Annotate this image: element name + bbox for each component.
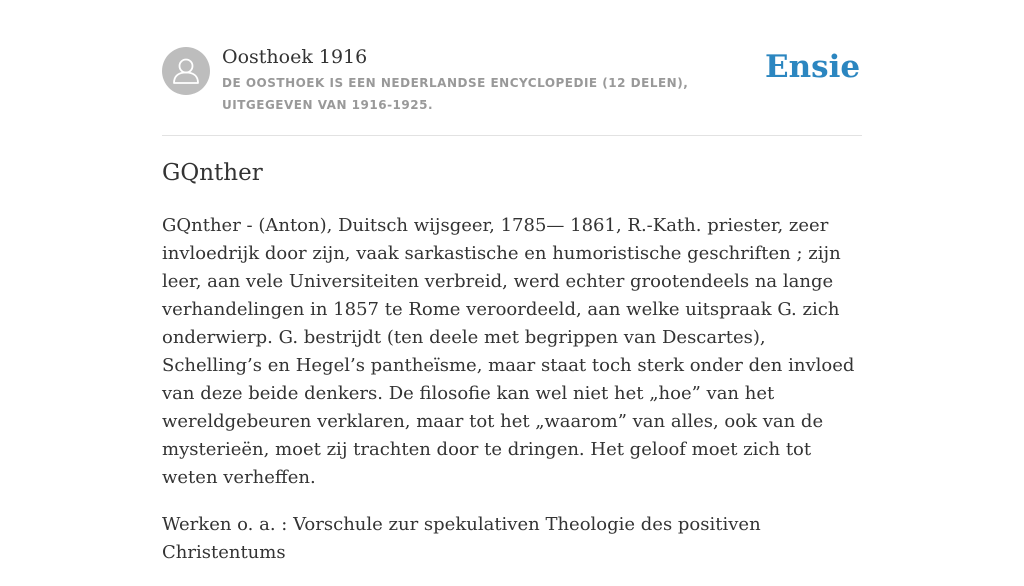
user-icon bbox=[162, 47, 210, 95]
source-description: DE OOSTHOEK IS EEN NEDERLANDSE ENCYCLOPEDIE (12 DELEN), UITGEGEVEN VAN 1916-1925. bbox=[222, 76, 689, 112]
ensie-logo[interactable]: Ensie bbox=[765, 49, 861, 85]
article-body bbox=[162, 212, 862, 586]
source-header bbox=[162, 46, 862, 116]
source-avatar[interactable] bbox=[162, 47, 210, 95]
article-title: GQnther bbox=[162, 160, 263, 186]
source-name[interactable]: Oosthoek 1916 bbox=[222, 46, 368, 68]
header-divider bbox=[162, 135, 862, 136]
article-paragraph: GQnther - (Anton), Duitsch wijsgeer, 1785— 1861, R.-Kath. priester, zeer invloedrijk door zijn, vaak sarkastische en humoristische geschriften ; zijn leer, aan vele Universiteiten verbreid, werd echter grootendeels na lange verhandelingen in 1857 te Rome veroordeeld, aan welke uitspraak G. zich onderwierp. G. bestrijdt (ten deele met begrippen van Descartes), Schelling’s en Hegel’s pantheïsme, maar staat toch sterk onder den invloed van deze beide denkers. De filosofie kan wel niet het „hoe” van het wereldgebeuren verklaren, maar tot het „waarom” van alles, ook van de mysterieën, moet zij trachten door te dringen. Het geloof moet zich tot weten verheffen. bbox=[162, 215, 855, 488]
article-paragraph: Werken o. a. : Vorschule zur spekulativen Theologie des positiven Christentums bbox=[162, 514, 761, 563]
